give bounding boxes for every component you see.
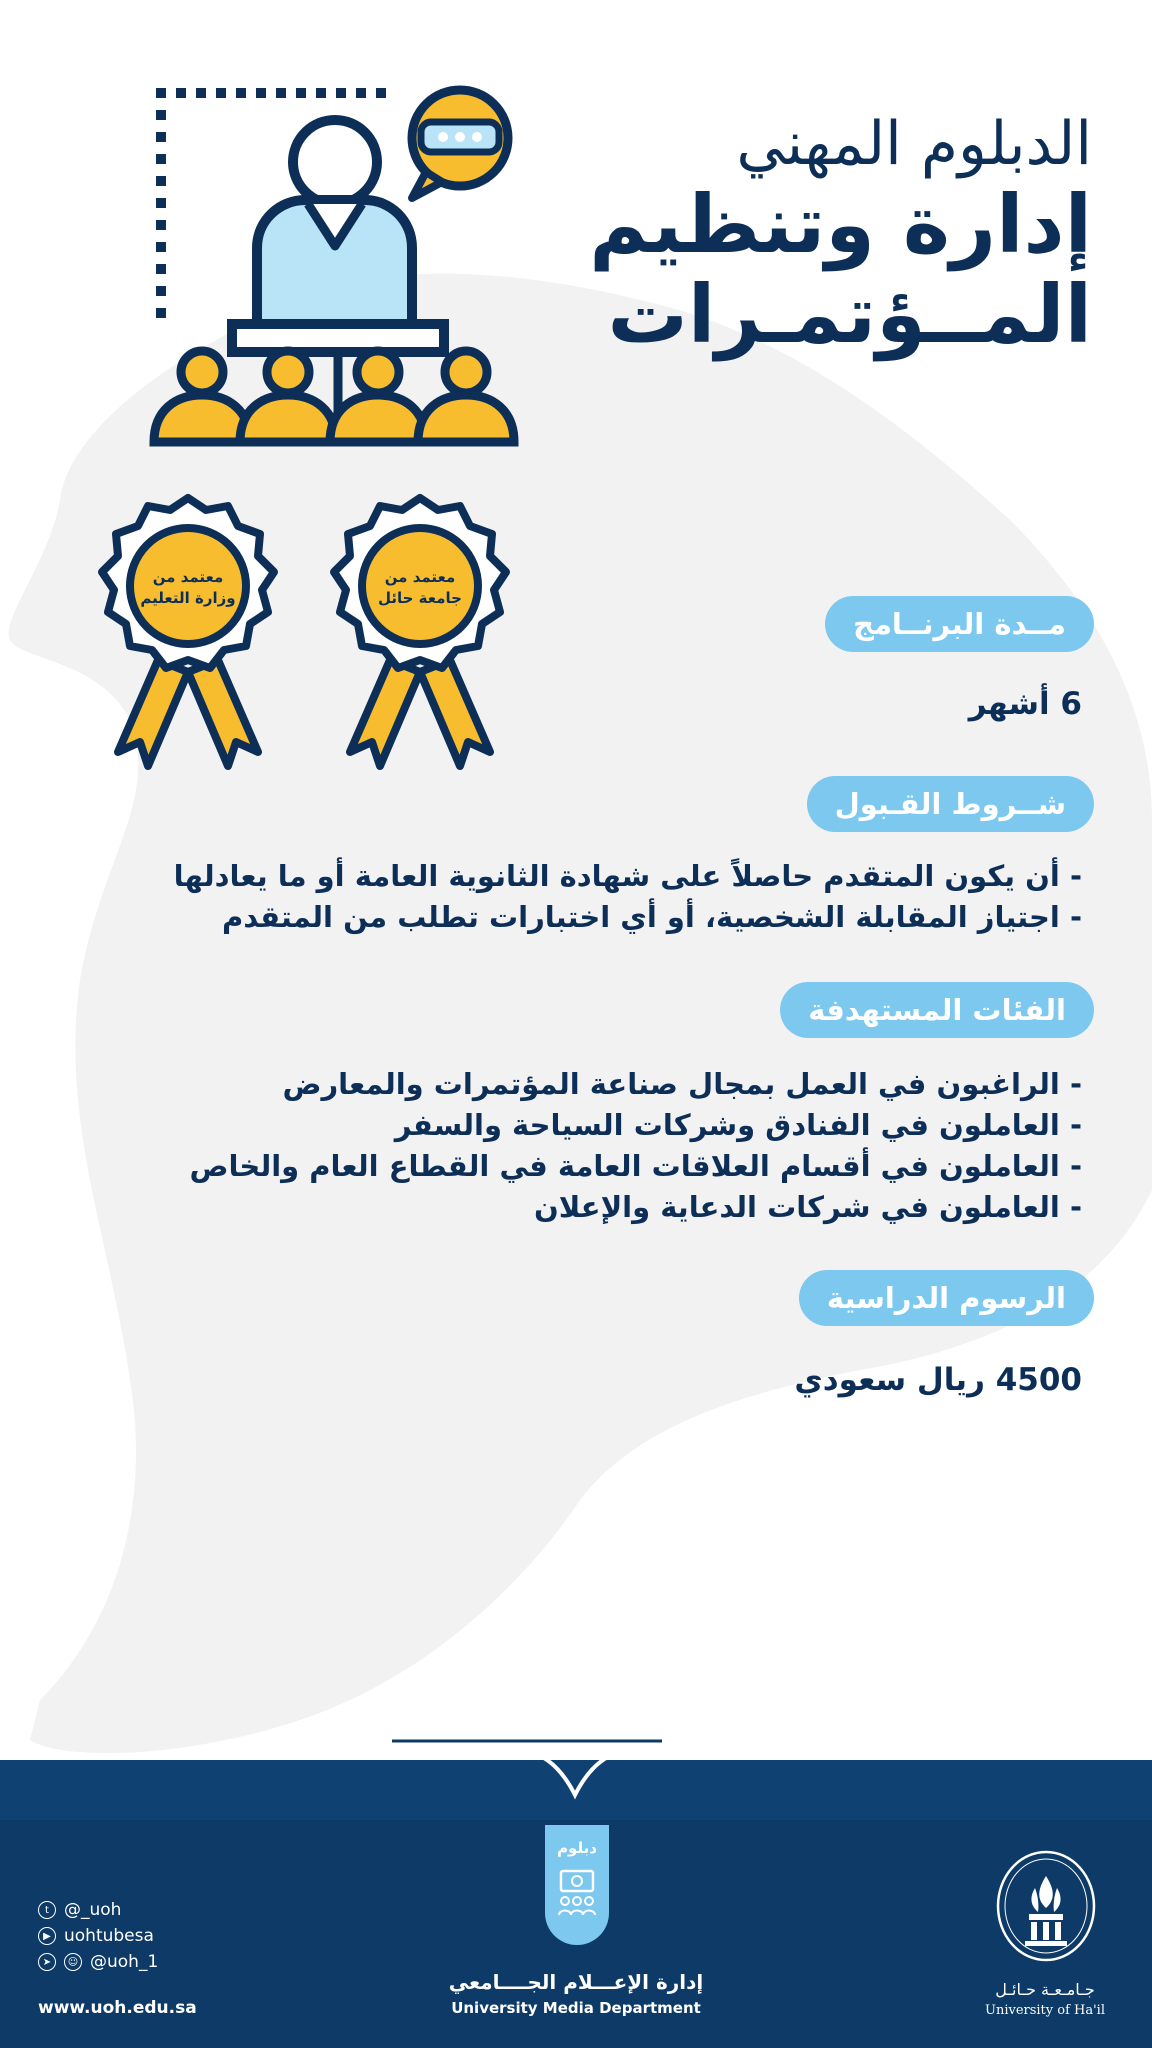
accreditation-medal-icon — [320, 490, 520, 770]
badge-uoh-line1: معتمد من — [384, 568, 456, 586]
list-item: - العاملون في شركات الدعاية والإعلان — [533, 1190, 1082, 1224]
program-title-line2: المــؤتمـرات — [607, 267, 1092, 361]
accreditation-medal-icon — [88, 490, 288, 770]
list-item: - أن يكون المتقدم حاصلاً على شهادة الثانوية العامة أو ما يعادلها — [173, 859, 1082, 893]
social-telegram-snapchat[interactable] — [38, 1952, 158, 1972]
duration-value: 6 أشهر — [968, 686, 1082, 722]
social-twitter[interactable] — [38, 1900, 121, 1920]
audience-list — [190, 1064, 1082, 1228]
open-book-icon — [390, 1735, 770, 1805]
badge-uoh — [365, 567, 475, 609]
telegram-icon: ➤ — [38, 1953, 56, 1971]
university-name-ar: جـامـعـة حـائـل — [995, 1980, 1095, 1999]
twitter-handle: @_uoh — [64, 1900, 122, 1920]
badge-moe — [133, 567, 243, 609]
badge-moe-line2: وزارة التعليم — [140, 589, 236, 607]
list-item: - العاملون في الفنادق وشركات السياحة والسفر — [394, 1108, 1082, 1142]
audience-heading: الفئات المستهدفة — [780, 982, 1094, 1038]
telegram-snapchat-handle: @uoh_1 — [90, 1952, 159, 1972]
website-link[interactable]: www.uoh.edu.sa — [38, 1998, 197, 2018]
title-block — [589, 108, 1092, 359]
list-item: - الراغبون في العمل بمجال صناعة المؤتمرات والمعارض — [282, 1067, 1082, 1101]
conference-speaker-icon — [140, 80, 540, 460]
twitter-icon: t — [38, 1901, 56, 1919]
fees-value: 4500 ريال سعودي — [794, 1362, 1082, 1398]
presentation-icon — [557, 1869, 597, 1919]
badge-moe-line1: معتمد من — [152, 568, 224, 586]
diploma-tab — [545, 1825, 609, 1945]
list-item: - العاملون في أقسام العلاقات العامة في القطاع العام والخاص — [189, 1149, 1082, 1183]
fees-heading: الرسوم الدراسية — [799, 1270, 1094, 1326]
admission-heading: شــروط القـبول — [807, 776, 1094, 832]
diploma-tab-label: دبلوم — [557, 1839, 597, 1857]
list-item: - اجتياز المقابلة الشخصية، أو أي اختبارات تطلب من المتقدم — [222, 900, 1082, 934]
admission-list — [174, 856, 1082, 938]
program-subtitle: الدبلوم المهني — [736, 109, 1092, 179]
university-name-en: University of Ha'il — [984, 2003, 1105, 2018]
department-name-ar: إدارة الإعـــلام الجــــامعي — [448, 1970, 704, 1994]
youtube-icon: ▶ — [38, 1927, 56, 1945]
department-name-en: University Media Department — [451, 1999, 701, 2017]
university-logo-icon — [993, 1848, 1099, 1968]
program-title-line1: إدارة وتنظيم — [589, 178, 1092, 271]
youtube-handle: uohtubesa — [64, 1926, 154, 1946]
snapchat-icon: ☺ — [64, 1953, 82, 1971]
duration-heading: مــدة البرنــامج — [825, 596, 1094, 652]
social-youtube[interactable] — [38, 1926, 154, 1946]
badge-uoh-line2: جامعة حائل — [378, 589, 462, 607]
